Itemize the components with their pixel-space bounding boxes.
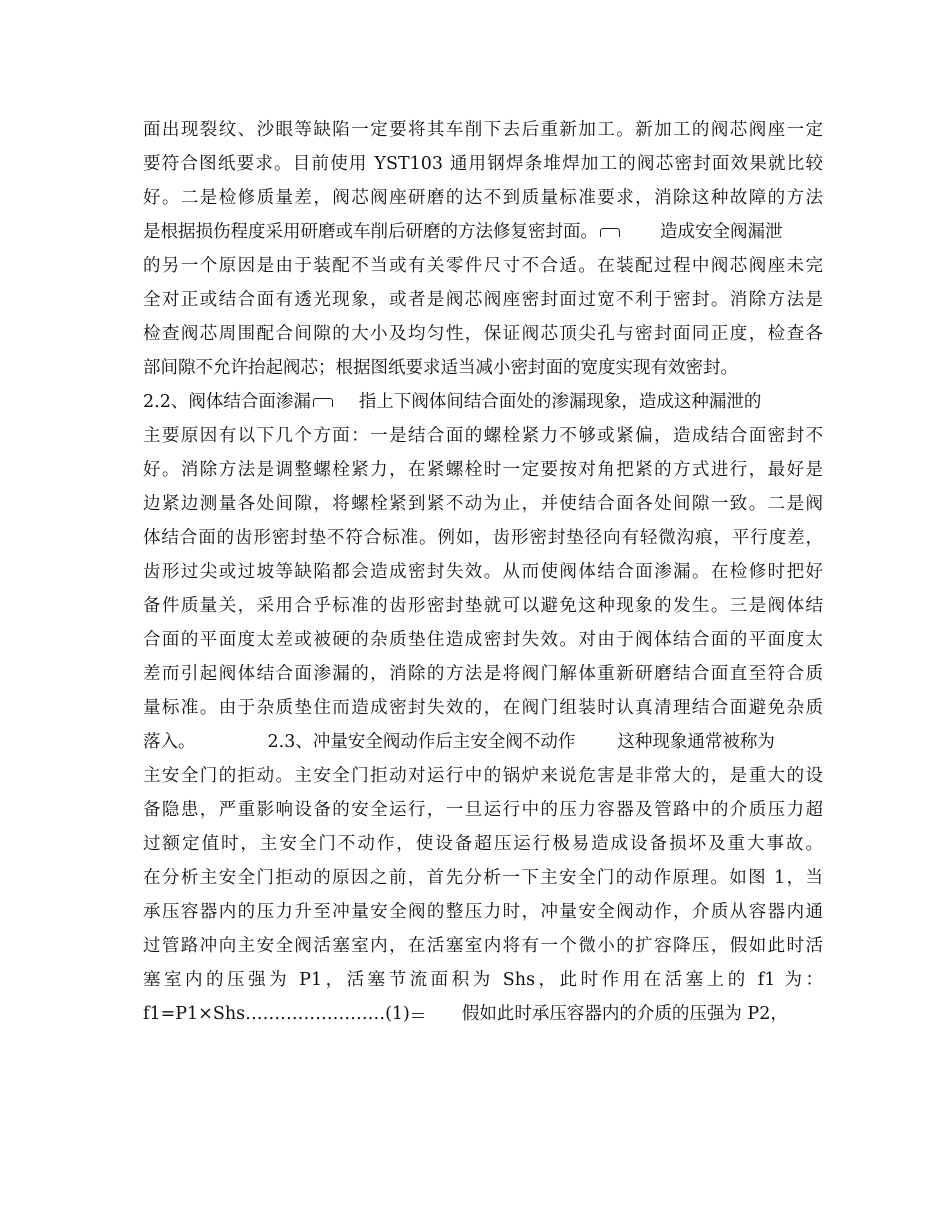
text-line-24: 承压容器内的压力升至冲量安全阀的整压力时，冲量安全阀动作，介质从容器内通 — [143, 902, 823, 922]
formula-text: f1=P1×Shs……………………(1) — [143, 1004, 410, 1024]
text-line-7: 检查阀芯周围配合间隙的大小及均匀性，保证阀芯顶尖孔与密封面同正度，检查各 — [143, 324, 823, 344]
formula-line — [143, 998, 823, 1030]
text-segment: 落入。 — [143, 732, 196, 752]
paragraph-break-mark — [412, 1010, 424, 1020]
text-line-5: 的另一个原因是由于装配不当或有关零件尺寸不合适。在装配过程中阀芯阀座未完 — [143, 256, 823, 276]
text-line-2: 要符合图纸要求。目前使用 YST103 通用钢焊条堆焊加工的阀芯密封面效果就比较 — [143, 154, 823, 174]
section-title: 2.3、冲量安全阀动作后主安全阀不动作 — [267, 732, 576, 752]
text-line-1: 面出现裂纹、沙眼等缺陷一定要将其车削下去后重新加工。新加工的阀芯阀座一定 — [143, 120, 823, 140]
text-line-10: 主要原因有以下几个方面：一是结合面的螺栓紧力不够或紧偏，造成结合面密封不 — [143, 426, 823, 446]
text-line-4 — [143, 216, 823, 248]
text-segment: 造成安全阀漏泄 — [660, 222, 783, 242]
text-line-17: 差而引起阀体结合面渗漏的，消除的方法是将阀门解体重新研磨结合面直至符合质 — [143, 664, 823, 684]
text-segment: 是根据损伤程度采用研磨或车削后研磨的方法修复密封面。 — [143, 222, 598, 242]
text-line-6: 全对正或结合面有透光现象，或者是阀芯阀座密封面过宽不利于密封。消除方法是 — [143, 290, 823, 310]
text-line-11: 好。消除方法是调整螺栓紧力，在紧螺栓时一定要按对角把紧的方式进行，最好是 — [143, 460, 823, 480]
text-segment: 指上下阀体间结合面处的渗漏现象，造成这种漏泄的 — [358, 392, 762, 412]
text-line-21: 备隐患，严重影响设备的安全运行，一旦运行中的压力容器及管路中的介质压力超 — [143, 800, 823, 820]
text-line-8: 部间隙不允许抬起阀芯；根据图纸要求适当减小密封面的宽度实现有效密封。 — [143, 358, 738, 378]
text-segment: 假如此时承压容器内的介质的压强为 P2， — [461, 1004, 788, 1024]
text-line-12: 边紧边测量各处间隙，将螺栓紧到紧不动为止，并使结合面各处间隙一致。二是阀 — [143, 494, 823, 514]
text-line-23: 在分析主安全门拒动的原因之前，首先分析一下主安全门的动作原理。如图 1，当 — [143, 868, 823, 888]
text-line-15: 备件质量关，采用合乎标准的齿形密封垫就可以避免这种现象的发生。三是阀体结 — [143, 596, 823, 616]
text-line-22: 过额定值时，主安全门不动作，使设备超压运行极易造成设备损坏及重大事故。 — [143, 834, 823, 854]
text-line-18: 量标准。由于杂质垫住而造成密封失效的，在阀门组装时认真清理结合面避免杂质 — [143, 698, 823, 718]
section-heading-2-3 — [143, 726, 823, 758]
text-line-26: 塞室内的压强为 P1，活塞节流面积为 Shs，此时作用在活塞上的 f1 为： — [143, 970, 823, 990]
text-line-3: 好。二是检修质量差，阀芯阀座研磨的达不到质量标准要求，消除这种故障的方法 — [143, 188, 823, 208]
section-title: 2.2、阀体结合面渗漏 — [143, 392, 311, 412]
section-heading-2-2 — [143, 386, 823, 418]
text-line-20: 主安全门的拒动。主安全门拒动对运行中的锅炉来说危害是非常大的，是重大的设 — [143, 766, 823, 786]
paragraph-break-mark — [600, 228, 620, 237]
text-line-16: 合面的平面度太差或被硬的杂质垫住造成密封失效。对由于阀体结合面的平面度太 — [143, 630, 823, 650]
text-segment: 这种现象通常被称为 — [617, 732, 775, 752]
text-line-25: 过管路冲向主安全阀活塞室内，在活塞室内将有一个微小的扩容降压，假如此时活 — [143, 936, 823, 956]
paragraph-break-mark — [313, 398, 333, 407]
text-line-14: 齿形过尖或过坡等缺陷都会造成密封失效。从而使阀体结合面渗漏。在检修时把好 — [143, 562, 823, 582]
text-line-13: 体结合面的齿形密封垫不符合标准。例如，齿形密封垫径向有轻微沟痕，平行度差， — [143, 528, 823, 548]
